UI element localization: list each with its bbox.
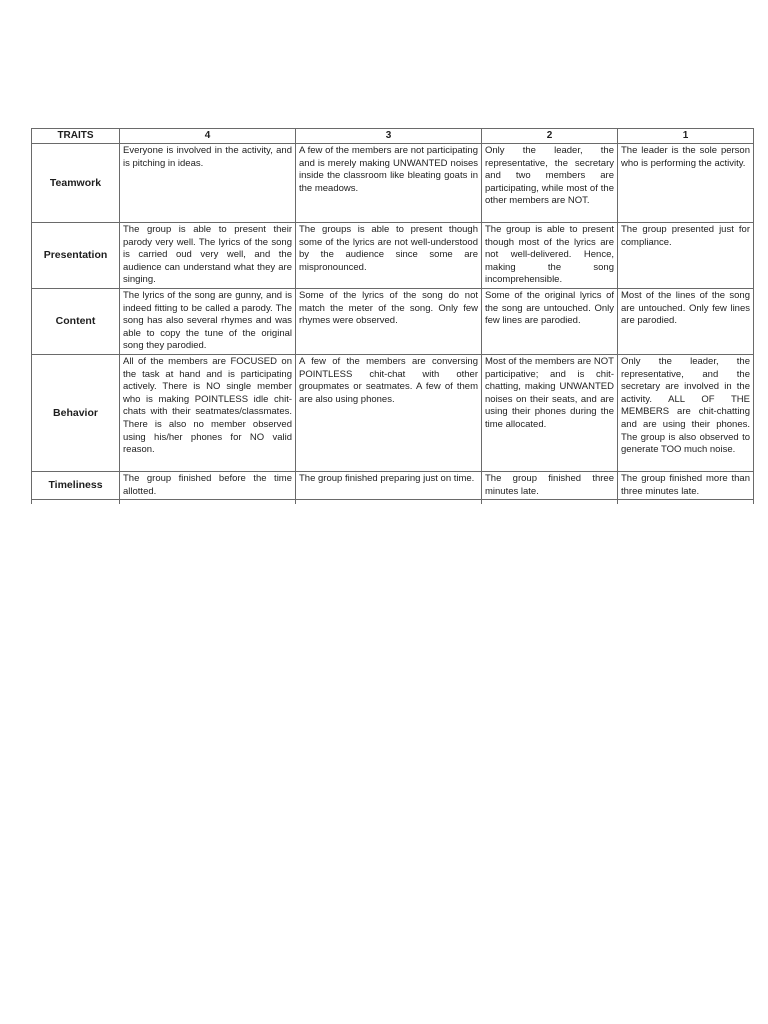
trait-cell: Presentation [32, 223, 120, 289]
header-score-2: 2 [482, 129, 618, 144]
header-score-4: 4 [120, 129, 296, 144]
criteria-cell-4: All of the members are FOCUSED on the task at hand and is participating actively. There is NO single member who is making POINTLESS idle chit-chats with their seatmates/classmates. There is also no member observed using his/her phones for NO valid reason. [120, 354, 296, 471]
trait-cell: Timeliness [32, 471, 120, 499]
empty-cell [482, 500, 618, 505]
criteria-cell-2: The group finished three minutes late. [482, 471, 618, 499]
trait-cell: Teamwork [32, 144, 120, 223]
table-row [32, 288, 754, 354]
rubric-table [31, 128, 754, 504]
empty-cell [618, 500, 754, 505]
criteria-cell-1: The leader is the sole person who is performing the activity. [618, 144, 754, 223]
empty-cell [120, 500, 296, 505]
header-score-3: 3 [296, 129, 482, 144]
document-page [31, 128, 753, 504]
criteria-cell-3: A few of the members are conversing POINTLESS chit-chat with other groupmates or seatmates. A few of them are also using phones. [296, 354, 482, 471]
criteria-cell-2: Most of the members are NOT participative; and is chit-chatting, making UNWANTED noises on their seats, and are using their phones during the time allocated. [482, 354, 618, 471]
empty-cell [32, 500, 120, 505]
table-row [32, 144, 754, 223]
header-traits: TRAITS [32, 129, 120, 144]
criteria-cell-4: Everyone is involved in the activity, and is pitching in ideas. [120, 144, 296, 223]
criteria-cell-1: Only the leader, the representative, and the secretary are involved in the activity. ALL OF THE MEMBERS are chit-chatting and are using their phones. The group is also observed to generate TOO much noise. [618, 354, 754, 471]
table-row [32, 223, 754, 289]
header-row [32, 129, 754, 144]
criteria-cell-2: Some of the original lyrics of the song are untouched. Only few lines are parodied. [482, 288, 618, 354]
table-row [32, 354, 754, 471]
criteria-cell-4: The lyrics of the song are gunny, and is indeed fitting to be called a parody. The song has also several rhymes and was able to copy the tune of the original song they parodied. [120, 288, 296, 354]
criteria-cell-4: The group finished before the time allotted. [120, 471, 296, 499]
criteria-cell-2: The group is able to present though most of the lyrics are not well-delivered. Hence, making the song incomprehensible. [482, 223, 618, 289]
criteria-cell-3: A few of the members are not participating and is merely making UNWANTED noises inside the classroom like bleating goats in the meadows. [296, 144, 482, 223]
trait-cell: Content [32, 288, 120, 354]
header-score-1: 1 [618, 129, 754, 144]
criteria-cell-3: The group finished preparing just on time. [296, 471, 482, 499]
criteria-cell-3: Some of the lyrics of the song do not match the meter of the song. Only few rhymes were observed. [296, 288, 482, 354]
criteria-cell-1: Most of the lines of the song are untouched. Only few lines are parodied. [618, 288, 754, 354]
criteria-cell-1: The group presented just for compliance. [618, 223, 754, 289]
table-tail-row [32, 500, 754, 505]
table-row [32, 471, 754, 499]
criteria-cell-1: The group finished more than three minutes late. [618, 471, 754, 499]
criteria-cell-2: Only the leader, the representative, the secretary and two members are participating, while most of the other members are NOT. [482, 144, 618, 223]
criteria-cell-4: The group is able to present their parody very well. The lyrics of the song is carried oud very well, and the audience can understand what they are singing. [120, 223, 296, 289]
empty-cell [296, 500, 482, 505]
trait-cell: Behavior [32, 354, 120, 471]
criteria-cell-3: The groups is able to present though some of the lyrics are not well-understood by the audience since some are mispronounced. [296, 223, 482, 289]
